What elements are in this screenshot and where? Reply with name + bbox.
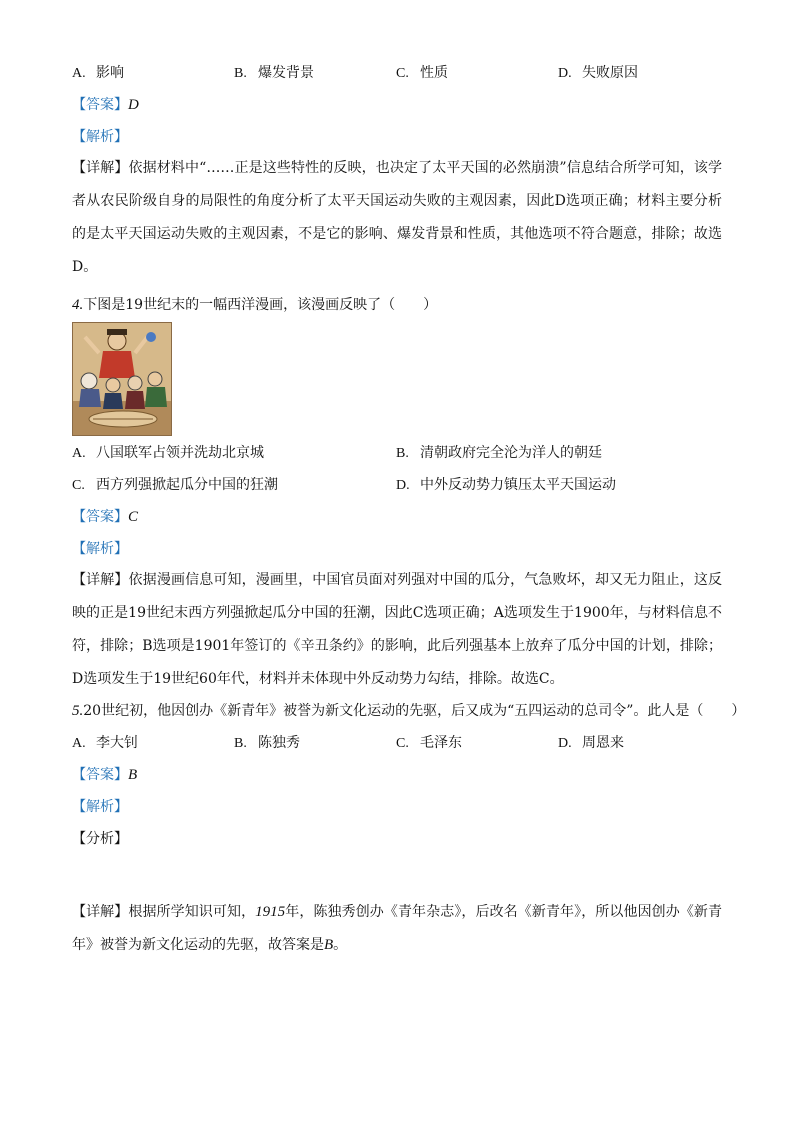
q3-options [72, 62, 722, 84]
q5-option-c: C. 毛泽东 [396, 735, 462, 751]
document-page [72, 62, 746, 962]
q4-analysis-label: 【解析】 [72, 541, 128, 557]
q3-option-c: C. 性质 [396, 65, 448, 81]
q5-answer: 【答案】B [72, 767, 138, 783]
q5-analysis-label: 【解析】 [72, 799, 128, 815]
q5-stem: 5.20世纪初，他因创办《新青年》被誉为新文化运动的先驱，后又成为“五四运动的总司令”。此人是（ ） [72, 703, 746, 719]
q4-option-b: B. 清朝政府完全沦为洋人的朝廷 [396, 445, 602, 461]
q5-option-d: D. 周恩来 [558, 735, 624, 751]
q3-detail: 【详解】依据材料中“……正是这些特性的反映，也决定了太平天国的必然崩溃”信息结合所学可知，该学者从农民阶级自身的局限性的角度分析了太平天国运动失败的主观因素，因此D选项正确；材料主要分析的是太平天国运动失败的主观因素，不是它的影响、爆发背景和性质，其他选项不符合题意，排除；故选D。 [72, 160, 723, 275]
q4-options-row2 [72, 474, 722, 496]
q4-detail: 【详解】依据漫画信息可知，漫画里，中国官员面对列强对中国的瓜分，气急败坏，却又无力阻止，这反映的正是19世纪末西方列强掀起瓜分中国的狂潮，因此C选项正确；A选项发生于1900年，与材料信息不符，排除；B选项是1901年签订的《辛丑条约》的影响，此后列强基本上放弃了瓜分中国的计划，排除；D选项发生于19世纪60年代，材料并未体现中外反动势力勾结，排除。故选C。 [72, 572, 723, 687]
q5-detail: 【详解】根据所学知识可知，1915年，陈独秀创办《青年杂志》，后改名《新青年》，所以他因创办《新青年》被誉为新文化运动的先驱，故答案是B。 [72, 904, 723, 953]
q5-options [72, 732, 722, 754]
q3-analysis-label: 【解析】 [72, 129, 128, 145]
q4-options-row1 [72, 442, 722, 464]
q4-option-d: D. 中外反动势力镇压太平天国运动 [396, 477, 616, 493]
q4-option-a: A. 八国联军占领并洗劫北京城 [72, 445, 264, 461]
q3-option-d: D. 失败原因 [558, 65, 638, 81]
q3-answer: 【答案】D [72, 97, 139, 113]
q4-answer: 【答案】C [72, 509, 139, 525]
q3-option-b: B. 爆发背景 [234, 65, 314, 81]
q4-stem: 4.下图是19世纪末的一幅西洋漫画，该漫画反映了（ ） [72, 297, 438, 313]
q5-fenxi-label: 【分析】 [72, 831, 128, 847]
q4-option-c: C. 西方列强掀起瓜分中国的狂潮 [72, 477, 278, 493]
q5-option-b: B. 陈独秀 [234, 735, 300, 751]
q3-option-a: A. 影响 [72, 65, 124, 81]
q5-option-a: A. 李大钊 [72, 735, 138, 751]
western-cartoon-image [72, 322, 172, 436]
